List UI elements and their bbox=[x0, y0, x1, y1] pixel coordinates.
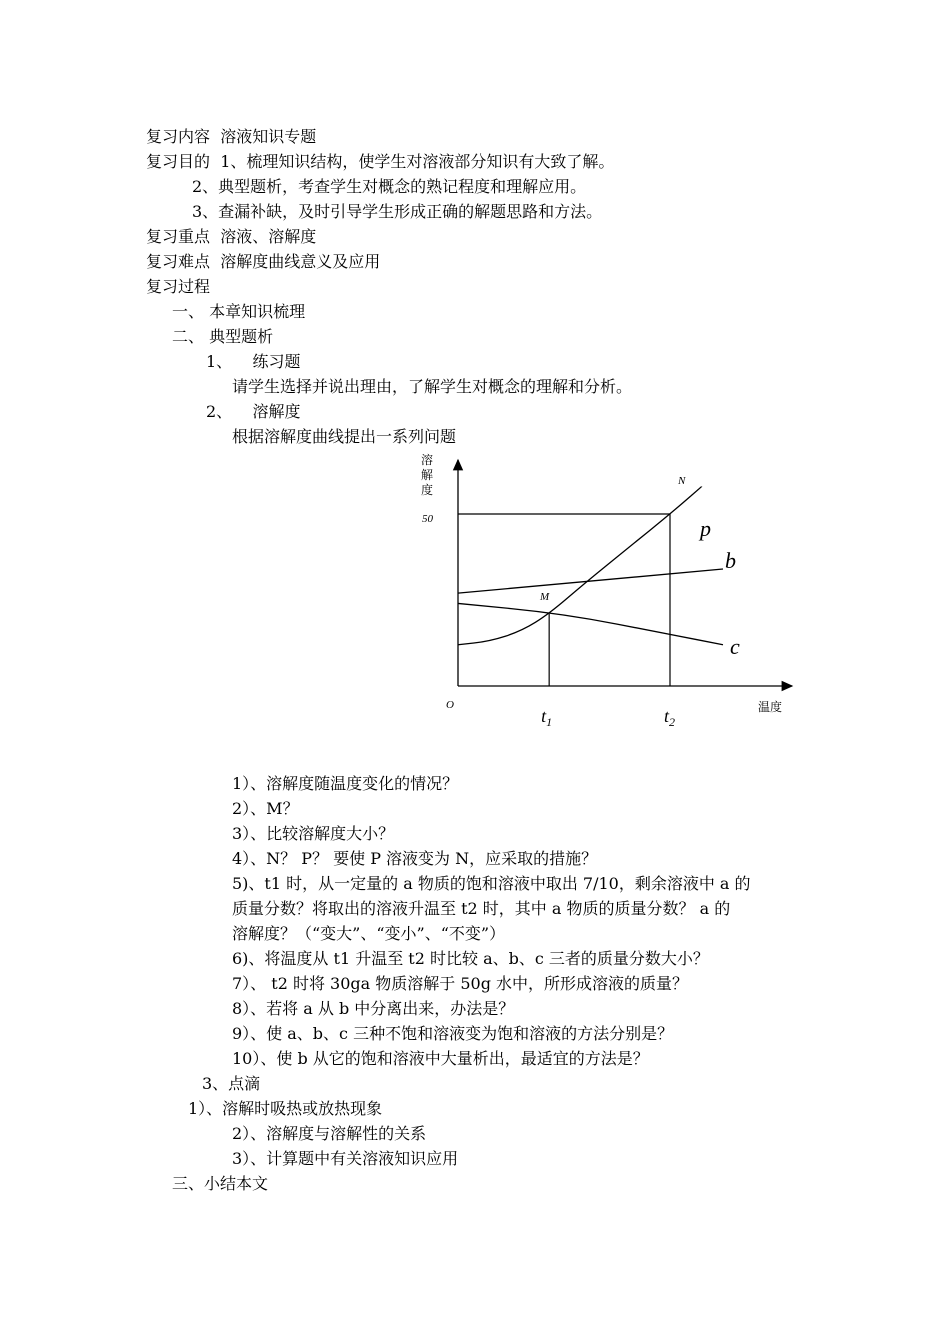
x-axis-label: 温度 bbox=[758, 700, 783, 714]
review-key-label: 复习重点 bbox=[146, 227, 211, 246]
question-3: 3）、比较溶解度大小？ bbox=[232, 824, 395, 843]
question-9: 9）、使 a、b、c 三种不饱和溶液变为饱和溶液的方法分别是？ bbox=[232, 1024, 674, 1043]
review-difficulty-label: 复习难点 bbox=[146, 252, 211, 271]
subsection-2-text: 根据溶解度曲线提出一系列问题 bbox=[232, 427, 457, 446]
review-content-line bbox=[146, 127, 316, 147]
question-1: 1）、溶解度随温度变化的情况？ bbox=[232, 774, 459, 793]
question-5-line-1: 5)、t1 时，从一定量的 a 物质的饱和溶液中取出 7/10，剩余溶液中 a 的 bbox=[232, 874, 751, 893]
y-axis-label-1: 溶 bbox=[421, 453, 434, 467]
review-goal-label: 复习目的 bbox=[146, 152, 211, 171]
question-10: 10）、使 b 从它的饱和溶液中大量析出，最适宜的方法是？ bbox=[232, 1049, 649, 1068]
question-5-line-2: 质量分数？将取出的溶液升温至 t2 时，其中 a 物质的质量分数？ a 的 bbox=[232, 899, 731, 918]
tips-heading: 3、点滴 bbox=[202, 1074, 261, 1093]
chart-labels bbox=[539, 475, 740, 729]
question-6: 6)、将温度从 t1 升温至 t2 时比较 a、b、c 三者的质量分数大小？ bbox=[232, 949, 709, 968]
section-1-heading: 一、 本章知识梳理 bbox=[172, 302, 306, 321]
subsection-1-title: 练习题 bbox=[252, 352, 301, 371]
subsection-2-number: 2、 bbox=[206, 402, 233, 421]
x-tick-t2: $t_2$ bbox=[664, 706, 676, 729]
curve-b bbox=[458, 569, 723, 593]
review-key-value: 溶液、溶解度 bbox=[220, 227, 317, 246]
review-difficulty-value: 溶解度曲线意义及应用 bbox=[220, 252, 381, 271]
review-content-value: 溶液知识专题 bbox=[220, 127, 317, 146]
tip-1: 1）、溶解时吸热或放热现象 bbox=[188, 1099, 383, 1118]
summary-heading: 三、小结本文 bbox=[172, 1174, 269, 1193]
series-label-c: c bbox=[730, 634, 740, 659]
question-7: 7）、 t2 时将 30ga 物质溶解于 50g 水中，所形成溶液的质量？ bbox=[232, 974, 689, 993]
review-goal-line bbox=[146, 152, 614, 172]
question-5-line-3: 溶解度？（“变大”、“变小”、“不变”） bbox=[232, 924, 506, 943]
review-goal-3: 3、查漏补缺，及时引导学生形成正确的解题思路和方法。 bbox=[192, 202, 603, 221]
question-4: 4）、N？ P？ 要使 P 溶液变为 N，应采取的措施？ bbox=[232, 849, 598, 868]
curves bbox=[458, 486, 723, 644]
tip-3: 3）、计算题中有关溶液知识应用 bbox=[232, 1149, 459, 1168]
subsection-2-heading bbox=[206, 402, 301, 422]
subsection-2-title: 溶解度 bbox=[252, 402, 301, 421]
question-2: 2）、M？ bbox=[232, 799, 299, 818]
review-goal-2: 2、典型题析，考查学生对概念的熟记程度和理解应用。 bbox=[192, 177, 587, 196]
subsection-1-number: 1、 bbox=[206, 352, 233, 371]
y-tick-50: 50 bbox=[422, 513, 433, 525]
review-content-label: 复习内容 bbox=[146, 127, 211, 146]
point-label-N: N bbox=[678, 475, 686, 487]
point-label-M: M bbox=[540, 591, 550, 603]
review-difficulty-line bbox=[146, 252, 380, 272]
section-2-heading: 二、 典型题析 bbox=[172, 327, 274, 346]
y-axis-label-2: 解 bbox=[421, 468, 434, 482]
origin-label: O bbox=[446, 699, 454, 711]
y-axis-label-3: 度 bbox=[421, 483, 434, 497]
point-label-P: p bbox=[700, 516, 711, 541]
series-label-b: b bbox=[725, 548, 736, 573]
subsection-1-text: 请学生选择并说出理由，了解学生对概念的理解和分析。 bbox=[232, 377, 633, 396]
review-goal-1: 1、梳理知识结构，使学生对溶液部分知识有大致了解。 bbox=[220, 152, 615, 171]
review-process-label: 复习过程 bbox=[146, 277, 211, 296]
subsection-1-heading bbox=[206, 352, 301, 372]
x-tick-t1: $t_1$ bbox=[541, 706, 553, 729]
tip-2: 2）、溶解度与溶解性的关系 bbox=[232, 1124, 427, 1143]
curve-a bbox=[458, 486, 702, 644]
question-8: 8）、若将 a 从 b 中分离出来，办法是？ bbox=[232, 999, 515, 1018]
review-key-line bbox=[146, 227, 316, 247]
solubility-chart bbox=[410, 448, 810, 733]
